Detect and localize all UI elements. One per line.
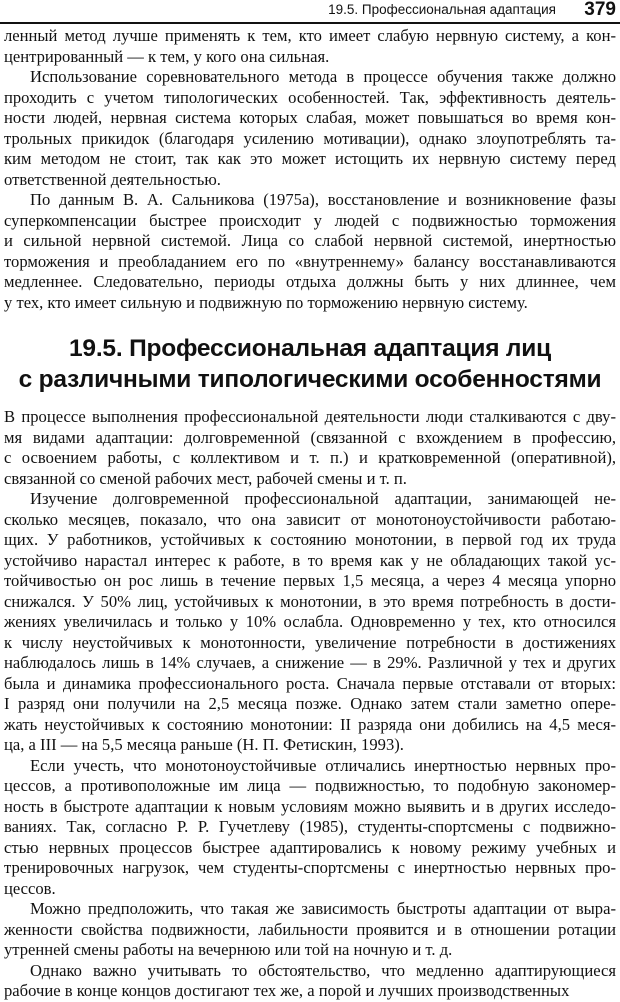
running-header	[0, 0, 620, 22]
text-line: снижался. У 50% лиц, устойчивых к монотонии, в это время потребность в дости-	[4, 591, 616, 611]
text-line: и сильной нервной системой. Лица со слабой нервной системой, инертностью	[4, 231, 616, 250]
page-body	[4, 26, 616, 1002]
text-line: стью нервных процессов быстрее адаптировались к новому режиму учебных и	[4, 837, 616, 857]
text-line: женности свойства подвижности, лабильности проявится и в отношении ротации	[4, 919, 616, 939]
text-line: сколько месяцев, показало, что она зависит от монотоноустойчивости работаю-	[4, 509, 616, 529]
section-heading-line-1: 19.5. Профессиональная адаптация лиц	[68, 335, 552, 362]
text-line: проходить с учетом типологических особенностей. Так, эффективность деятель-	[4, 87, 616, 107]
text-line: I разряд они получили на 2,5 месяца позже. Однако затем стали заметно опере-	[4, 694, 616, 713]
text-line: Если учесть, что монотоноустойчивые отличались инертностью нервных про-	[30, 755, 616, 775]
text-line: Использование соревновательного метода в процессе обучения также должно	[30, 67, 616, 86]
text-line: устойчиво нарастал интерес к работе, в то время как у не обладающих такой ус-	[4, 550, 616, 570]
text-line: тойчивостью он рос лишь в течение первых 1,5 месяца, а через 4 месяца упорно	[4, 571, 616, 590]
text-line: ваниях. Так, согласно Р. Р. Гучетлеву (1985), студенты-спортсмены с подвижно-	[4, 817, 616, 836]
paragraph	[4, 67, 616, 190]
text-line: рабочие в конце концов достигают тех же, а порой и лучших производственных	[4, 981, 570, 1000]
text-line: Однако важно учитывать то обстоятельство, что медленно адаптирующиеся	[30, 960, 616, 980]
text-line: цессов, а противоположные им лица — подвижностью, то подобную закономер-	[4, 776, 616, 795]
text-line: центрированный — к тем, у кого она сильная.	[4, 46, 330, 66]
text-line: торможения и преобладанием его по «внутреннему» балансу восстанавливаются	[4, 251, 616, 271]
text-line: суперкомпенсации быстрее происходит у людей с подвижностью торможения	[4, 210, 616, 230]
text-line: ность в быстроте адаптации к новым условиям можно выявить и в других исследо-	[4, 796, 616, 816]
text-line: мя видами адаптации: долговременной (связанной с вхождением в профессию,	[4, 427, 616, 447]
text-line: ца, а III — на 5,5 месяца раньше (Н. П. Фетискин, 1993).	[4, 735, 404, 754]
section-heading	[4, 333, 616, 395]
text-line: ленный метод лучше применять к тем, кто имеет слабую нервную систему, а кон-	[4, 26, 616, 45]
text-line: утренней смены работы на вечернюю или той на ночную и т. д.	[4, 940, 453, 959]
text-line: По данным В. А. Сальникова (1975а), восстановление и возникновение фазы	[30, 190, 616, 209]
text-line: ности людей, нервная система которых слабая, может повышаться во время кон-	[4, 108, 616, 127]
text-line: ответственной деятельностью.	[4, 169, 221, 189]
section-heading-line-2: с различными типологическими особенностями	[18, 366, 602, 393]
paragraph	[4, 190, 616, 313]
running-head-title: 19.5. Профессиональная адаптация	[328, 2, 556, 17]
text-line: была и динамика профессионального роста. Сначала первые отставали от вторых:	[4, 673, 616, 693]
text-line: жать неустойчивых к состоянию монотонии: II разряда они добились на 4,5 меся-	[4, 714, 616, 734]
paragraph	[4, 26, 616, 67]
text-line: В процессе выполнения профессиональной деятельности люди сталкиваются с дву-	[4, 407, 616, 426]
text-line: ким методом не стоит, так как это может истощить их нервную систему перед	[4, 149, 616, 168]
text-line: тренировочных нагрузок, чем студенты-спортсмены с инертностью нервных про-	[4, 858, 616, 877]
text-line: цессов.	[4, 878, 56, 898]
paragraph	[4, 489, 616, 756]
text-line: жениях увеличилась и только у 10% ослабла. Одновременно у тех, кто относился	[4, 612, 616, 631]
text-line: щих. У работников, устойчивых к состоянию монотонии, в первой год их труда	[4, 530, 616, 549]
text-before-heading	[4, 26, 616, 313]
text-line: трольных прикидок (благодаря усилению мотивации), однако злоупотреблять та-	[4, 128, 616, 148]
paragraph	[4, 961, 616, 1002]
header-rule	[0, 22, 620, 24]
paragraph	[4, 407, 616, 489]
text-line: у тех, кто имеет сильную и подвижную по торможению нервную систему.	[4, 292, 528, 312]
page-number: 379	[584, 0, 616, 20]
text-line: Изучение долговременной профессиональной адаптации, занимающей не-	[30, 489, 616, 508]
text-line: наблюдалось лишь в 14% случаев, а снижение — в 29%. Различной у тех и других	[4, 653, 616, 672]
text-line: к числу неустойчивых к монотонности, увеличение потребности в достижениях	[4, 632, 616, 652]
text-line: с освоением работы, с коллективом и т. п.) и кратковременной (оперативной),	[4, 448, 616, 467]
paragraph	[4, 899, 616, 961]
text-line: медленнее. Следовательно, периоды отдыха должны быть у них длиннее, чем	[4, 272, 616, 291]
text-after-heading	[4, 407, 616, 1002]
paragraph	[4, 756, 616, 900]
text-line: Можно предположить, что такая же зависимость быстроты адаптации от выра-	[30, 899, 616, 918]
text-line: связанной со сменой рабочих мест, рабочей смены и т. п.	[4, 468, 407, 488]
